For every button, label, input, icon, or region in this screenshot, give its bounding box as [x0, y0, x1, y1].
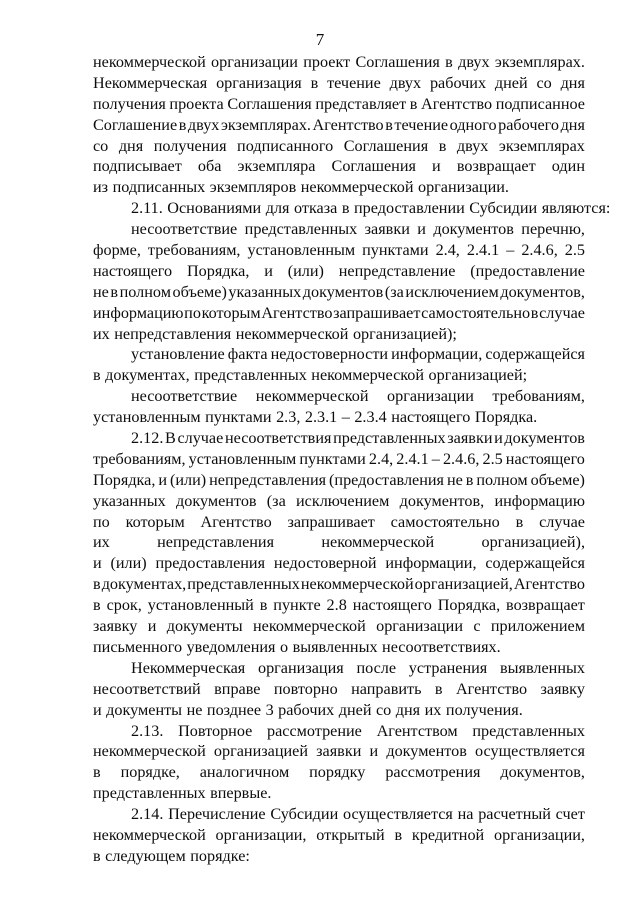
text-line: установление факта недостоверности информации, содержащейся: [131, 345, 585, 364]
text-line: не в полном объеме) указанных документов (за исключением документов,: [93, 282, 585, 301]
text-line: их непредставления некоммерческой организацией);: [93, 324, 457, 343]
text-line: в срок, установленный в пункте 2.8 настоящего Порядка, возвращает: [93, 596, 585, 615]
paragraph-p8: [93, 721, 585, 805]
text-line: установленным пунктами 2.3, 2.3.1 – 2.3.4 настоящего Порядка.: [93, 408, 538, 427]
text-line: 2.12. В случае несоответствия представленных заявки и документов: [131, 429, 585, 448]
text-line: указанных документов (за исключением документов, информацию: [93, 491, 585, 510]
text-line: требованиям, установленным пунктами 2.4, 2.4.1 – 2.4.6, 2.5 настоящего: [93, 449, 585, 468]
text-line: настоящего Порядка, и (или) непредставление (предоставление: [93, 261, 585, 280]
text-line: в документах, представленных некоммерческой организацией;: [93, 366, 528, 385]
text-line: в порядке, аналогичном порядку рассмотрения документов,: [93, 763, 585, 782]
text-line: Порядка, и (или) непредставления (предоставления не в полном объеме): [93, 470, 585, 489]
text-line: и (или) предоставления недостоверной информации, содержащейся: [93, 554, 585, 573]
text-line: из подписанных экземпляров некоммерческой организации.: [93, 178, 509, 197]
text-line: представленных впервые.: [93, 784, 272, 803]
paragraph-p4: [93, 344, 585, 386]
page-number: 7: [315, 30, 325, 49]
text-line: 2.13. Повторное рассмотрение Агентством представленных: [131, 721, 585, 740]
text-line: письменного уведомления о выявленных несоответствиях.: [93, 637, 501, 656]
text-line: несоответствие представленных заявки и документов перечню,: [131, 220, 585, 239]
paragraph-p3: [93, 219, 585, 344]
paragraph-p7: [93, 658, 585, 721]
text-line: со дня получения подписанного Соглашения в двух экземплярах: [93, 136, 585, 155]
text-line: 2.14. Перечисление Субсидии осуществляется на расчетный счет: [131, 805, 585, 824]
text-line: некоммерческой организации проект Соглашения в двух экземплярах.: [93, 53, 585, 71]
text-line: Некоммерческая организация в течение двух рабочих дней со дня: [93, 73, 585, 92]
text-line: несоответствий вправе повторно направить в Агентство заявку: [93, 679, 585, 698]
text-line: их непредставления некоммерческой организацией),: [93, 533, 585, 552]
text-line: по которым Агентство запрашивает самостоятельно в случае: [93, 512, 585, 531]
text-line: в документах, представленных некоммерческой организацией, Агентство: [93, 575, 585, 594]
paragraph-p1: [93, 52, 585, 198]
paragraph-p2: [93, 198, 611, 219]
paragraph-p6: [93, 428, 585, 658]
text-line: 2.11. Основаниями для отказа в предоставлении Субсидии являются:: [131, 199, 611, 218]
text-line: некоммерческой организации, открытый в кредитной организации,: [93, 825, 585, 844]
paragraph-p5: [93, 386, 585, 428]
text-line: заявку и документы некоммерческой организации с приложением: [93, 617, 585, 636]
text-line: некоммерческой организацией заявки и документов осуществляется: [93, 742, 585, 761]
text-line: в следующем порядке:: [93, 846, 250, 865]
paragraph-p9: [93, 804, 585, 867]
text-line: получения проекта Соглашения представляет в Агентство подписанное: [93, 94, 585, 113]
text-line: несоответствие некоммерческой организации требованиям,: [131, 387, 585, 406]
text-line: подписывает оба экземпляра Соглашения и возвращает один: [93, 157, 585, 176]
text-line: Некоммерческая организация после устранения выявленных: [131, 658, 585, 677]
text-line: и документы не позднее 3 рабочих дней со дня их получения.: [93, 700, 523, 719]
text-line: Соглашение в двух экземплярах. Агентство в течение одного рабочего дня: [93, 115, 585, 134]
document-body: [93, 52, 611, 867]
text-line: форме, требованиям, установленным пунктами 2.4, 2.4.1 – 2.4.6, 2.5: [93, 241, 585, 260]
text-line: информацию по которым Агентство запрашивает самостоятельно в случае: [93, 303, 585, 322]
